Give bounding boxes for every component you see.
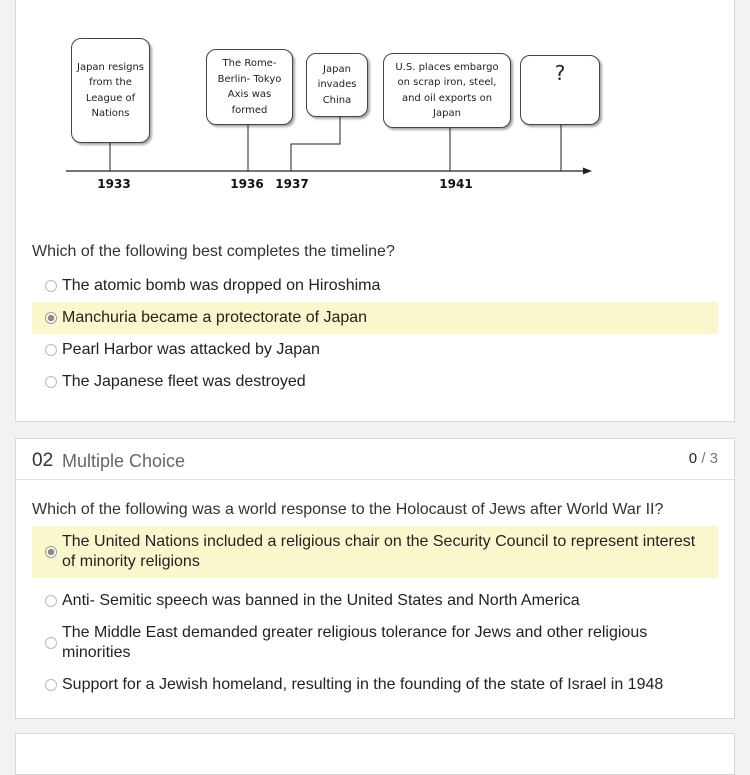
timeline-event-1936: The Rome- Berlin- Tokyo Axis was formed	[206, 49, 293, 125]
question-2-card	[15, 438, 735, 719]
question-3-card	[15, 733, 735, 775]
option-label: Pearl Harbor was attacked by Japan	[62, 341, 320, 358]
option-label: The atomic bomb was dropped on Hiroshima	[62, 277, 381, 294]
q2-option-3[interactable]	[32, 617, 718, 669]
option-label: Support for a Jewish homeland, resulting in the founding of the state of Israel in 1948	[62, 676, 664, 693]
timeline-arrowhead	[583, 168, 592, 175]
radio-button[interactable]	[45, 679, 57, 691]
radio-button[interactable]	[45, 280, 57, 292]
radio-button[interactable]	[45, 344, 57, 356]
score-earned: 0	[688, 450, 698, 467]
question-2-header	[16, 439, 734, 480]
q1-option-1[interactable]	[32, 270, 718, 302]
timeline-event-1937: Japan invades China	[306, 53, 368, 117]
question-1-prompt: Which of the following best completes the timeline?	[32, 243, 395, 260]
timeline-year-1933: 1933	[97, 177, 131, 191]
radio-button[interactable]	[45, 595, 57, 607]
radio-button[interactable]	[45, 546, 57, 558]
question-1-card	[15, 0, 735, 422]
q1-option-2[interactable]	[32, 302, 718, 334]
connector-1937	[291, 117, 340, 171]
radio-button[interactable]	[45, 376, 57, 388]
question-type: Multiple Choice	[62, 451, 186, 471]
option-label: The Middle East demanded greater religious tolerance for Jews and other religious minorities	[62, 624, 648, 661]
q2-option-1[interactable]	[32, 526, 718, 578]
q1-option-3[interactable]	[32, 334, 718, 366]
timeline-year-1941: 1941	[439, 177, 473, 191]
timeline-year-1937: 1937	[275, 177, 309, 191]
q2-option-4[interactable]	[32, 669, 718, 701]
radio-button[interactable]	[45, 637, 57, 649]
option-label: The United Nations included a religious chair on the Security Council to represent interest of minority religions	[62, 533, 696, 570]
timeline-event-unknown: ?	[520, 55, 600, 125]
score-total: / 3	[701, 450, 718, 467]
q1-option-4[interactable]	[32, 366, 718, 398]
question-2-prompt: Which of the following was a world response to the Holocaust of Jews after World War II?	[32, 501, 664, 518]
option-label: Anti- Semitic speech was banned in the United States and North America	[62, 592, 580, 609]
option-label: The Japanese fleet was destroyed	[62, 373, 306, 390]
q2-option-2[interactable]	[32, 585, 718, 617]
timeline-year-1936: 1936	[230, 177, 264, 191]
timeline-event-1941: U.S. places embargo on scrap iron, steel, and oil exports on Japan	[383, 53, 511, 128]
question-score	[689, 450, 718, 467]
question-number: 02	[32, 450, 54, 471]
radio-button[interactable]	[45, 312, 57, 324]
timeline-event-1933: Japan resigns from the League of Nations	[71, 38, 150, 143]
option-label: Manchuria became a protectorate of Japan	[62, 309, 368, 326]
timeline-figure	[16, 0, 734, 208]
